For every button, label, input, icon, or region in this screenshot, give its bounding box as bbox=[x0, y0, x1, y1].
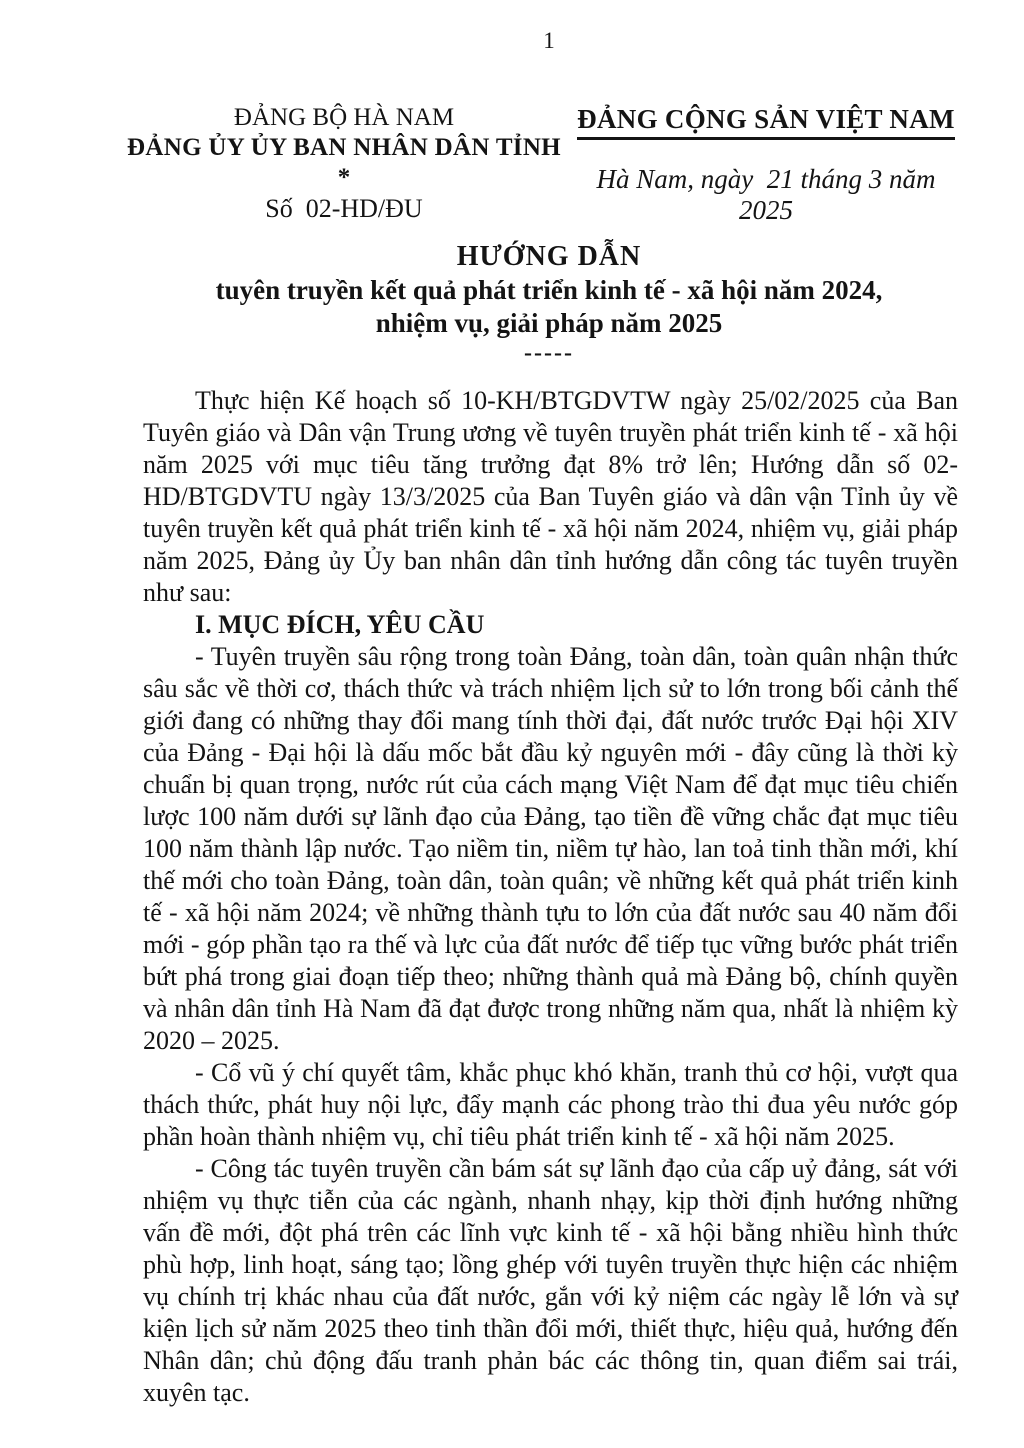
title-divider: ----- bbox=[524, 340, 574, 366]
party-name: ĐẢNG CỘNG SẢN VIỆT NAM bbox=[577, 103, 955, 140]
body-paragraph-1: - Tuyên truyền sâu rộng trong toàn Đảng, toàn dân, toàn quân nhận thức sâu sắc về thời cơ, thách thức và trách nhiệm lịch sử to lớn trong bối cảnh thế giới đang có những thay đổi mang tính thời đại, đất nước trước Đại hội XIV của Đảng - Đại hội là dấu mốc bắt đầu kỷ nguyên mới - đây cũng là thời kỳ chuẩn bị quan trọng, nước rút của cách mạng Việt Nam để đạt mục tiêu chiến lược 100 năm dưới sự lãnh đạo của Đảng, tạo tiền đề vững chắc đạt mục tiêu 100 năm thành lập nước. Tạo niềm tin, niềm tự hào, lan toả tinh thần mới, khí thế mới cho toàn Đảng, toàn dân, toàn quân; về những kết quả phát triển kinh tế - xã hội năm 2024; về những thành tựu to lớn của đất nước sau 40 năm đổi mới - góp phần tạo ra thế và lực của đất nước để tiếp tục vững bước phát triển bứt phá trong giai đoạn tiếp theo; những thành quả mà Đảng bộ, chính quyền và nhân dân tỉnh Hà Nam đã đạt được trong những năm qua, nhất là nhiệm kỳ 2020 – 2025. bbox=[143, 642, 958, 1055]
document-subtitle-line2: nhiệm vụ, giải pháp năm 2025 bbox=[375, 308, 723, 338]
document-type-title: HƯỚNG DẪN bbox=[456, 241, 642, 272]
document-subtitle-line1: tuyên truyền kết quả phát triển kinh tế - xã hội năm 2024, bbox=[215, 275, 883, 305]
star-separator: * bbox=[337, 164, 351, 191]
issuing-authority-block bbox=[120, 103, 568, 226]
document-header bbox=[0, 103, 1024, 226]
section-heading-purpose-requirements: I. MỤC ĐÍCH, YÊU CẦU bbox=[195, 610, 485, 639]
page-number: 1 bbox=[543, 28, 555, 53]
body-paragraph-3: - Công tác tuyên truyền cần bám sát sự lãnh đạo của cấp uỷ đảng, sát với nhiệm vụ thực tiễn của các ngành, nhanh nhạy, kịp thời định hướng những vấn đề mới, đột phá trên các lĩnh vực kinh tế - xã hội bằng nhiều hình thức phù hợp, linh hoạt, sáng tạo; lồng ghép với tuyên truyền thực hiện các nhiệm vụ chính trị khác nhau của đất nước, gắn với kỷ niệm các ngày lễ lớn và sự kiện lịch sử năm 2025 theo tinh thần đổi mới, thiết thực, hiệu quả, hướng đến Nhân dân; chủ động đấu tranh phản bác các thông tin, quan điểm sai trái, xuyên tạc. bbox=[143, 1154, 958, 1407]
document-title-block bbox=[143, 240, 955, 366]
national-header-block bbox=[570, 103, 962, 226]
party-committee-line: ĐẢNG BỘ HÀ NAM bbox=[233, 104, 455, 131]
intro-paragraph: Thực hiện Kế hoạch số 10-KH/BTGDVTW ngày 25/02/2025 của Ban Tuyên giáo và Dân vận Trung ương về tuyên truyền phát triển kinh tế - xã hội năm 2025 với mục tiêu tăng trưởng đạt 8% trở lên; Hướng dẫn số 02- HD/BTGDVTU ngày 13/3/2025 của Ban Tuyên giáo và dân vận Tỉnh ủy về tuyên truyền kết quả phát triển kinh tế - xã hội năm 2024, nhiệm vụ, giải pháp năm 2025, Đảng ủy Ủy ban nhân dân tỉnh hướng dẫn công tác tuyên truyền như sau: bbox=[143, 386, 958, 607]
body-paragraph-2: - Cổ vũ ý chí quyết tâm, khắc phục khó khăn, tranh thủ cơ hội, vượt qua thách thức, phát huy nội lực, đẩy mạnh các phong trào thi đua yêu nước góp phần hoàn thành nhiệm vụ, chỉ tiêu phát triển kinh tế - xã hội năm 2025. bbox=[143, 1058, 958, 1151]
document-number: Số 02-HD/ĐU bbox=[265, 194, 423, 223]
place-date-line: Hà Nam, ngày 21 tháng 3 năm 2025 bbox=[596, 164, 943, 225]
party-name-line bbox=[570, 103, 962, 140]
issuing-body-line: ĐẢNG ỦY ỦY BAN NHÂN DÂN TỈNH bbox=[127, 134, 561, 161]
document-body bbox=[143, 385, 958, 1409]
